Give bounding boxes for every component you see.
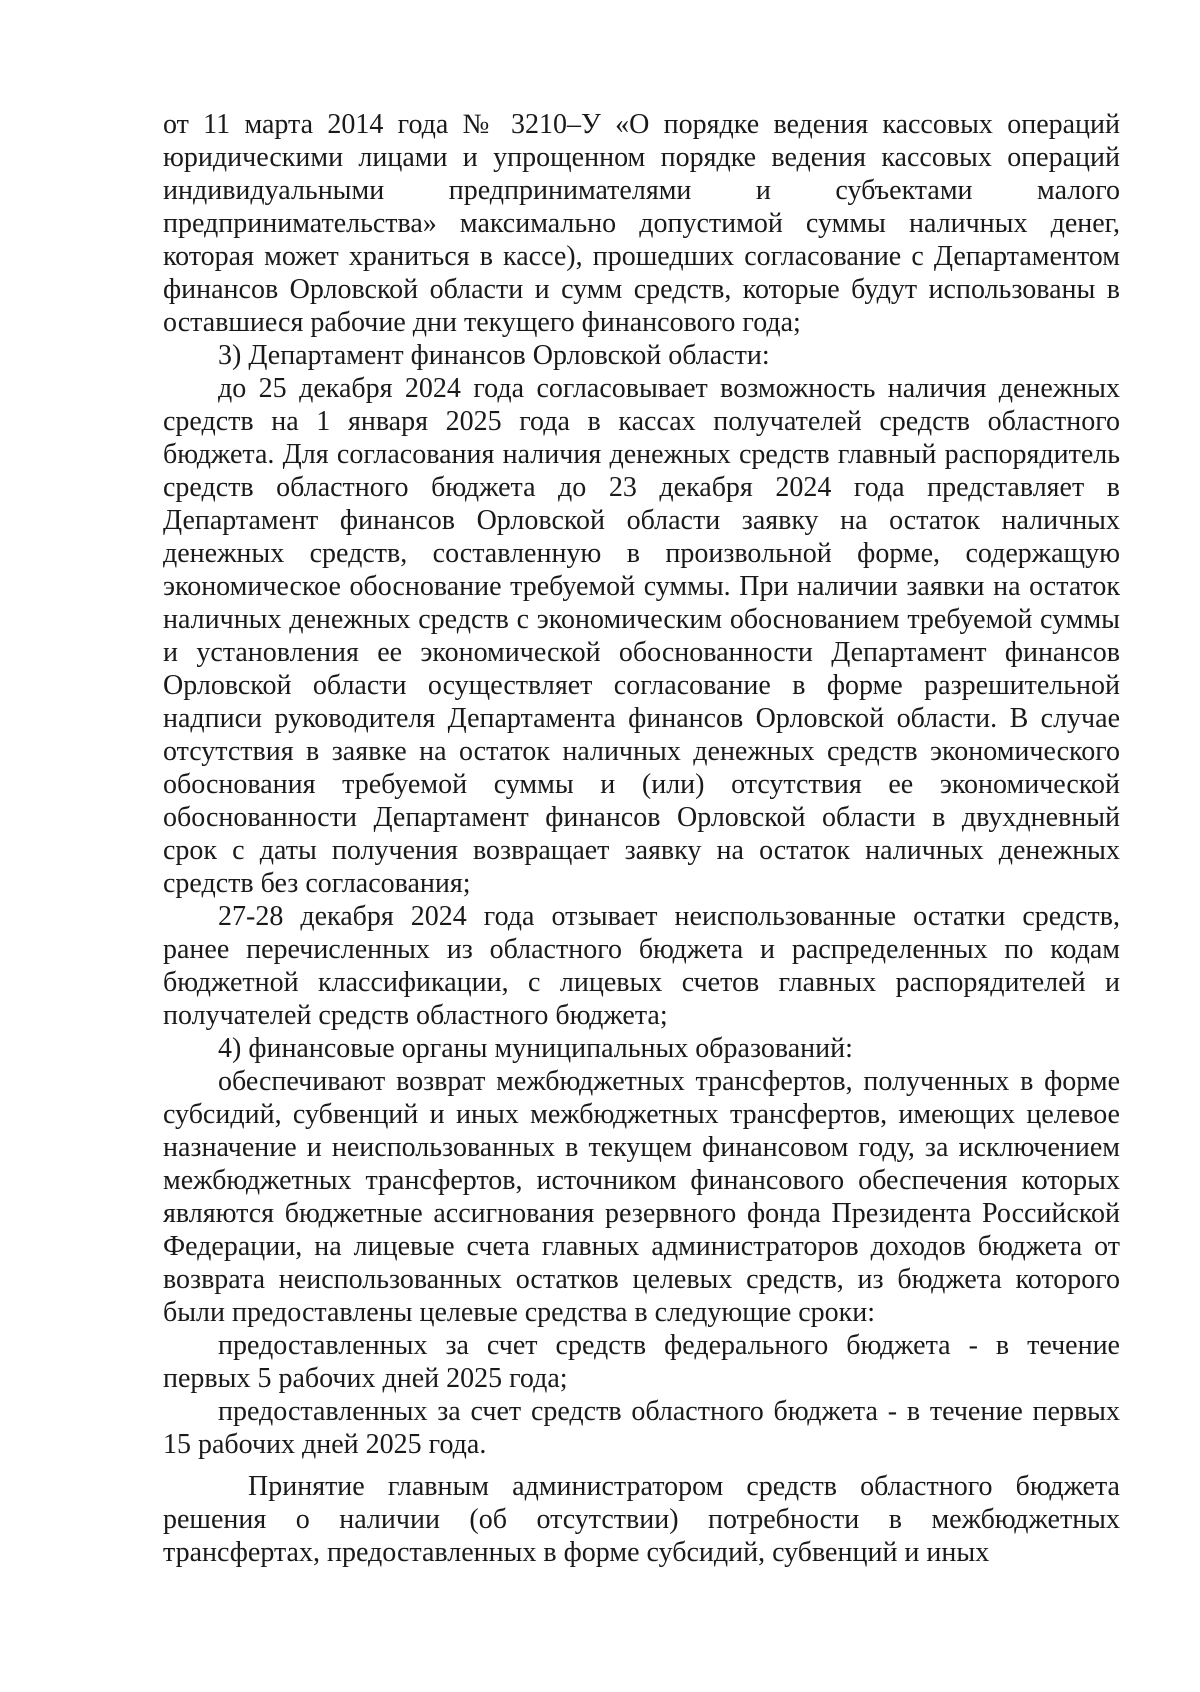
paragraph-administrator-decision: Принятие главным администратором средств областного бюджета решения о наличии (об отсутствии) потребности в межбюджетных трансфертах, предоставленных в форме субсидий, субвенций и иных bbox=[163, 1471, 1120, 1568]
paragraph-item-4-heading: 4) финансовые органы муниципальных образований: bbox=[218, 1033, 853, 1064]
paragraph-federal-deadline: предоставленных за счет средств федерального бюджета - в течение первых 5 рабочих дней 2025 года; bbox=[163, 1330, 1120, 1394]
paragraph-item-3-heading: 3) Департамент финансов Орловской области: bbox=[218, 340, 770, 371]
document-page bbox=[163, 108, 1120, 1569]
paragraph-continuation: от 11 марта 2014 года № 3210–У «О порядке ведения кассовых операций юридическими лицами и упрощенном порядке ведения кассовых операций индивидуальными предпринимателями и субъектами малого предпринимательства» максимально допустимой суммы наличных денег, которая может храниться в кассе), прошедших согласование с Департаментом финансов Орловской области и сумм средств, которые будут использованы в оставшиеся рабочие дни текущего финансового года; bbox=[163, 109, 1120, 338]
paragraph-regional-deadline: предоставленных за счет средств областного бюджета - в течение первых 15 рабочих дней 2025 года. bbox=[163, 1396, 1120, 1460]
paragraph-transfer-return: обеспечивают возврат межбюджетных трансфертов, полученных в форме субсидий, субвенций и иных межбюджетных трансфертов, имеющих целевое назначение и неиспользованных в текущем финансовом году, за исключением межбюджетных трансфертов, источником финансового обеспечения которых являются бюджетные ассигнования резервного фонда Президента Российской Федерации, на лицевые счета главных администраторов доходов бюджета от возврата неиспользованных остатков целевых средств, из бюджета которого были предоставлены целевые средства в следующие сроки: bbox=[163, 1066, 1120, 1328]
paragraph-cash-approval: до 25 декабря 2024 года согласовывает возможность наличия денежных средств на 1 января 2025 года в кассах получателей средств областного бюджета. Для согласования наличия денежных средств главный распорядитель средств областного бюджета до 23 декабря 2024 года представляет в Департамент финансов Орловской области заявку на остаток наличных денежных средств, составленную в произвольной форме, содержащую экономическое обоснование требуемой суммы. При наличии заявки на остаток наличных денежных средств с экономическим обоснованием требуемой суммы и установления ее экономической обоснованности Департамент финансов Орловской области осуществляет согласование в форме разрешительной надписи руководителя Департамента финансов Орловской области. В случае отсутствия в заявке на остаток наличных денежных средств экономического обоснования требуемой суммы и (или) отсутствия ее экономической обоснованности Департамент финансов Орловской области в двухдневный срок с даты получения возвращает заявку на остаток наличных денежных средств без согласования; bbox=[163, 373, 1120, 899]
paragraph-recall-balances: 27-28 декабря 2024 года отзывает неиспользованные остатки средств, ранее перечисленных из областного бюджета и распределенных по кодам бюджетной классификации, с лицевых счетов главных распорядителей и получателей средств областного бюджета; bbox=[163, 901, 1120, 1031]
